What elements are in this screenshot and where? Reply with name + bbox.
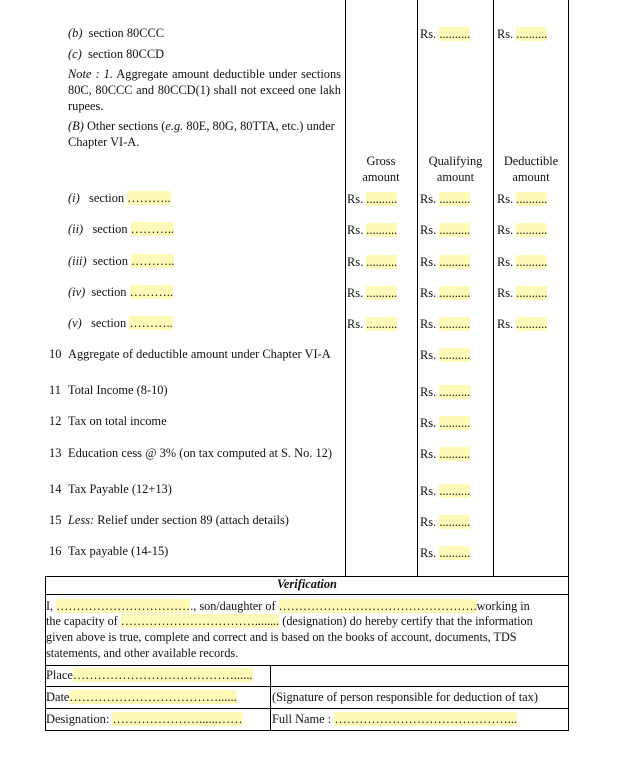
rs-gross-field[interactable]: Rs. ..........: [347, 223, 398, 237]
col-divider-gross: [345, 0, 346, 576]
rs-qualifying-field[interactable]: Rs. ..........: [420, 223, 471, 237]
designation-field: Designation: …………………......……: [46, 712, 243, 726]
rs-deductible-field[interactable]: Rs. ..........: [497, 192, 548, 206]
verification-title-rule: [45, 594, 569, 595]
table-right-border: [568, 0, 569, 576]
rs-qualifying-field[interactable]: Rs. ..........: [420, 286, 471, 300]
name-blank[interactable]: ……………………………: [56, 599, 191, 613]
row-label-10: Aggregate of deductible amount under Chapter VI-A: [68, 347, 331, 361]
list-item: (iv) section ………..: [68, 285, 173, 299]
col-divider-qualifying: [417, 0, 418, 576]
rs-deductible-field[interactable]: Rs. ..........: [497, 223, 548, 237]
row-number-11: 11: [49, 383, 61, 397]
rs-row-15[interactable]: Rs. ..........: [420, 515, 471, 529]
verification-line-4: statements, and other available records.: [46, 646, 239, 660]
signature-table-bottom: [45, 730, 569, 731]
designation-blank[interactable]: ……………………………........: [120, 614, 280, 628]
rs-qualifying-field[interactable]: Rs. ..........: [420, 255, 471, 269]
rs-gross-field[interactable]: Rs. ..........: [347, 192, 398, 206]
row-number-14: 14: [49, 482, 62, 496]
row-label-12: Tax on total income: [68, 414, 167, 428]
verification-line-2: the capacity of ……………………………........ (designation) do hereby certify that the information: [46, 614, 533, 628]
row-label-13: Education cess @ 3% (on tax computed at S. No. 12): [68, 446, 332, 460]
verification-title: Verification: [277, 577, 337, 591]
col-header-deductible: Deductible amount: [503, 154, 559, 184]
date-blank[interactable]: ………………………………......: [69, 690, 237, 704]
col-header-gross: Gross amount: [362, 154, 400, 184]
verification-line-1: I, ……………………………., son/daughter of ………………………………………….working in: [46, 599, 530, 613]
rs-row-14[interactable]: Rs. ..........: [420, 484, 471, 498]
row-number-13: 13: [49, 446, 62, 460]
item-80ccc: (b) section 80CCC: [68, 26, 165, 40]
signature-table-row-rule: [45, 686, 569, 687]
signature-table-row-rule: [45, 708, 569, 709]
list-item: (iii) section ………..: [68, 254, 175, 268]
list-item: (i) section ………..: [68, 191, 171, 205]
father-name-blank[interactable]: ………………………………………….: [278, 599, 477, 613]
list-item: (v) section ………..: [68, 316, 173, 330]
row-number-12: 12: [49, 414, 62, 428]
row-label-11: Total Income (8-10): [68, 383, 168, 397]
date-field: Date………………………………......: [46, 690, 237, 704]
note-block: Note : 1. Aggregate amount deductible under sections 80C, 80CCC and 80CCD(1) shall not exceed one lakh rupees.: [68, 67, 341, 113]
rs-qualifying-80ccc[interactable]: Rs. ..........: [420, 27, 471, 41]
place-field: Place…………………………………......: [46, 668, 253, 682]
section-b-heading: (B) Other sections (e.g. 80E, 80G, 80TTA, etc.) under Chapter VI-A.: [68, 119, 335, 149]
list-item: (ii) section ………..: [68, 222, 175, 236]
rs-gross-field[interactable]: Rs. ..........: [347, 317, 398, 331]
col-header-qualifying: Qualifying amount: [428, 154, 483, 184]
verification-line-3: given above is true, complete and correct and is based on the books of account, documents, TDS: [46, 630, 517, 644]
rs-row-10[interactable]: Rs. ..........: [420, 348, 471, 362]
rs-deductible-field[interactable]: Rs. ..........: [497, 255, 548, 269]
row-number-10: 10: [49, 347, 62, 361]
row-label-16: Tax payable (14-15): [68, 544, 169, 558]
col-divider-deductible: [493, 0, 494, 576]
rs-gross-field[interactable]: Rs. ..........: [347, 286, 398, 300]
signature-caption: (Signature of person responsible for deduction of tax): [272, 690, 538, 704]
rs-deductible-80ccc[interactable]: Rs. ..........: [497, 27, 548, 41]
row-label-14: Tax Payable (12+13): [68, 482, 172, 496]
section-input-blank[interactable]: ………..: [129, 285, 173, 299]
section-input-blank[interactable]: ………..: [131, 254, 175, 268]
signature-table-top: [45, 665, 569, 666]
rs-qualifying-field[interactable]: Rs. ..........: [420, 192, 471, 206]
rs-row-16[interactable]: Rs. ..........: [420, 546, 471, 560]
rs-row-13[interactable]: Rs. ..........: [420, 447, 471, 461]
row-label-15: Less: Relief under section 89 (attach details): [68, 513, 289, 527]
fullname-input[interactable]: ……………………………………...: [334, 712, 518, 726]
designation-input[interactable]: …………………......……: [112, 712, 243, 726]
section-input-blank[interactable]: ………..: [127, 191, 171, 205]
section-input-blank[interactable]: ………..: [130, 222, 175, 236]
row-number-15: 15: [49, 513, 62, 527]
rs-row-12[interactable]: Rs. ..........: [420, 416, 471, 430]
rs-qualifying-field[interactable]: Rs. ..........: [420, 317, 471, 331]
fullname-field: Full Name : ……………………………………...: [272, 712, 518, 726]
rs-deductible-field[interactable]: Rs. ..........: [497, 317, 548, 331]
item-80ccd: (c) section 80CCD: [68, 47, 165, 61]
row-number-16: 16: [49, 544, 62, 558]
rs-gross-field[interactable]: Rs. ..........: [347, 255, 398, 269]
rs-deductible-field[interactable]: Rs. ..........: [497, 286, 548, 300]
signature-table-divider: [270, 665, 271, 731]
section-input-blank[interactable]: ………..: [129, 316, 173, 330]
place-blank[interactable]: …………………………………......: [72, 668, 253, 682]
rs-row-11[interactable]: Rs. ..........: [420, 385, 471, 399]
